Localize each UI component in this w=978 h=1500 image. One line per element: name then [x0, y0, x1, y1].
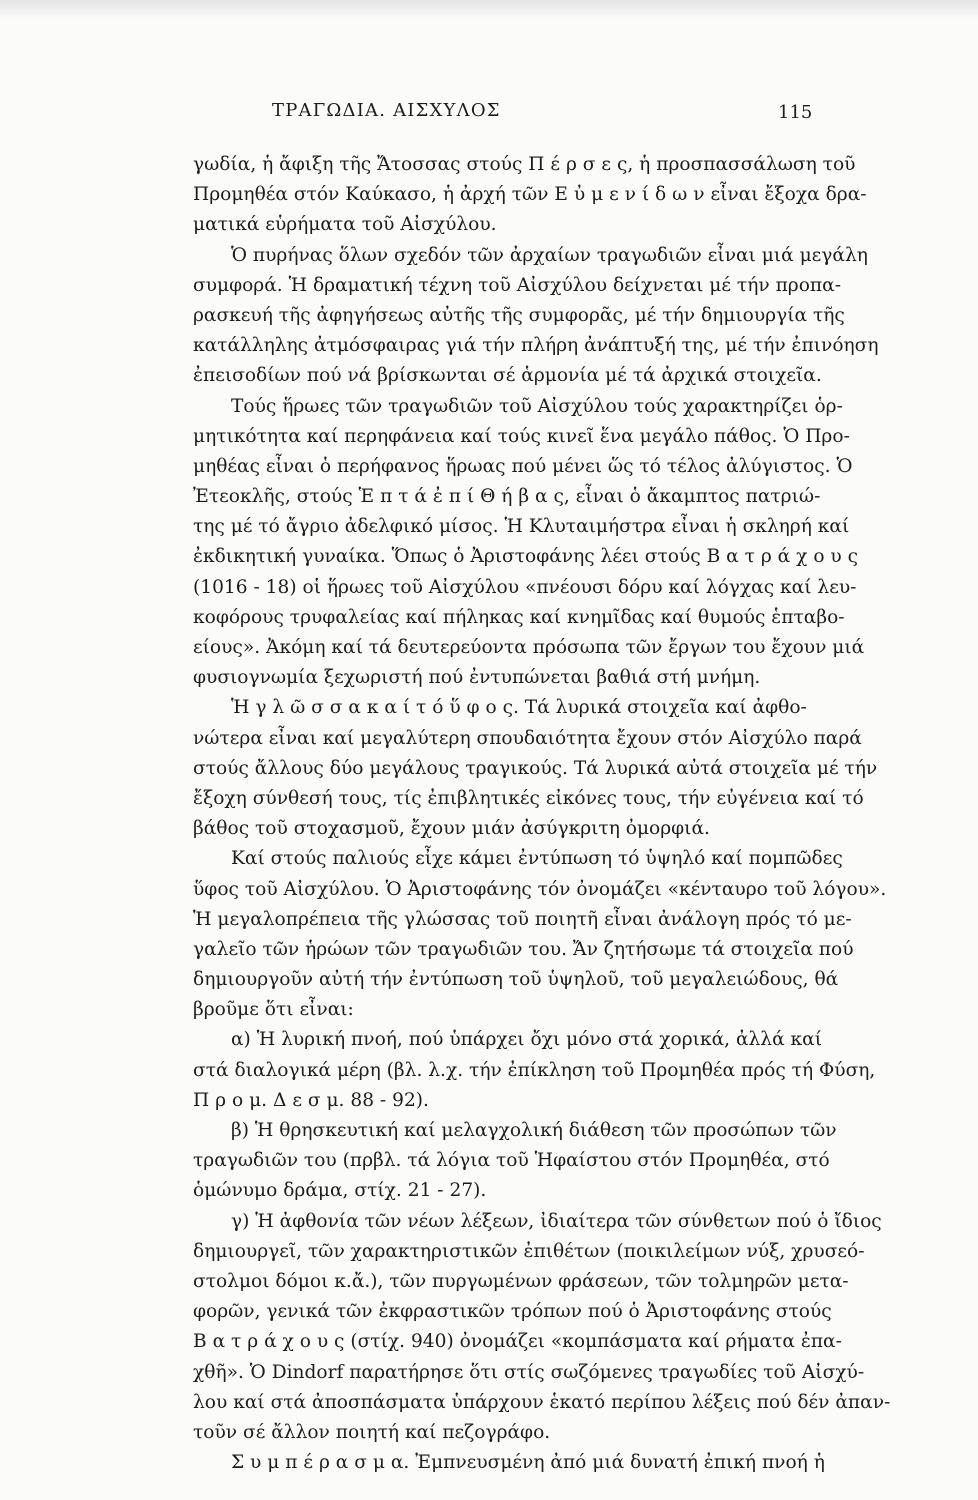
text-line: γ) Ἡ ἀφθονία τῶν νέων λέξεων, ἰδιαίτερα τῶν σύνθετων πού ὁ ἴδιος: [231, 1210, 882, 1232]
text-line: βάθος τοῦ στοχασμοῦ, ἔχουν μιάν ἀσύγκριτη ὀμορφιά.: [193, 818, 710, 840]
text-line: τραγωδιῶν του (πρβλ. τά λόγια τοῦ Ἡφαίστου στόν Προμηθέα, στό: [193, 1150, 830, 1172]
text-line: χθῆ». Ὁ Dindorf παρατήρησε ὅτι στίς σωζόμενες τραγωδίες τοῦ Αἰσχύ-: [193, 1361, 865, 1383]
text-line: ὕφος τοῦ Αἰσχύλου. Ὁ Ἀριστοφάνης τόν ὀνομάζει «κένταυρο τοῦ λόγου».: [193, 878, 887, 900]
text-line: (1016 - 18) οἱ ἥρωες τοῦ Αἰσχύλου «πνέουσι δόρυ καί λόγχας καί λευ-: [193, 576, 857, 598]
text-line: Σ υ μ π έ ρ α σ μ α. Ἐμπνευσμένη ἀπό μιά δυνατή ἐπική πνοή ἡ: [231, 1452, 825, 1474]
text-line: ἔξοχη σύνθεσή τους, τίς ἐπιβλητικές εἰκόνες τους, τήν εὐγένεια καί τό: [193, 787, 864, 809]
text-line: μητικότητα καί περηφάνεια καί τούς κινεῖ ἕνα μεγάλο πάθος. Ὁ Προ-: [193, 425, 850, 447]
text-line: ἐπεισοδίων πού νά βρίσκωνται σέ ἁρμονία μέ τά ἀρχικά στοιχεῖα.: [193, 365, 822, 387]
page-number: 115: [778, 102, 813, 123]
text-line: στούς ἄλλους δύο μεγάλους τραγικούς. Τά λυρικά αὐτά στοιχεῖα μέ τήν: [193, 757, 878, 779]
text-line: στολμοι δόμοι κ.ἄ.), τῶν πυργωμένων φράσεων, τῶν τολμηρῶν μετα-: [193, 1270, 849, 1292]
text-line: α) Ἡ λυρική πνοή, πού ὑπάρχει ὄχι μόνο στά χορικά, ἀλλά καί: [231, 1029, 823, 1051]
text-line: ματικά εὑρήματα τοῦ Αἰσχύλου.: [193, 214, 497, 236]
page-header: [0, 100, 978, 130]
text-line: Ἡ γ λ ῶ σ σ α κ α ί τ ό ὕ φ ο ς. Τά λυρικά στοιχεῖα καί ἀφθο-: [231, 697, 807, 719]
text-line: Ἡ μεγαλοπρέπεια τῆς γλώσσας τοῦ ποιητῆ εἶναι ἀνάλογη πρός τό με-: [193, 908, 852, 930]
text-line: Καί στούς παλιούς εἶχε κάμει ἐντύπωση τό ὑψηλό καί πομπῶδες: [231, 848, 843, 870]
text-line: νώτερα εἶναι καί μεγαλύτερη σπουδαιότητα ἔχουν στόν Αἰσχύλο παρά: [193, 727, 862, 749]
text-line: ἐκδικητική γυναίκα. Ὅπως ὁ Ἀριστοφάνης λέει στούς Β α τ ρ ά χ ο υ ς: [193, 546, 859, 568]
text-line: είους». Ἀκόμη καί τά δευτερεύοντα πρόσωπα τῶν ἔργων του ἔχουν μιά: [193, 637, 865, 658]
text-line: γωδία, ἡ ἄφιξη τῆς Ἄτοσσας στούς Π έ ρ σ ε ς, ἡ προσπασσάλωση τοῦ: [193, 154, 856, 175]
text-line: συμφορά. Ἡ δραματική τέχνη τοῦ Αἰσχύλου δείχνεται μέ τήν προπα-: [193, 274, 841, 296]
text-line: της μέ τό ἄγριο ἀδελφικό μίσος. Ἡ Κλυταιμήστρα εἶναι ἡ σκληρή καί: [193, 516, 850, 538]
text-line: Β α τ ρ ά χ ο υ ς (στίχ. 940) ὀνομάζει «κομπάσματα καί ρήματα ἐπα-: [193, 1331, 842, 1353]
text-line: φυσιογνωμία ξεχωριστή πού ἐντυπώνεται βαθιά στή μνήμη.: [193, 667, 761, 689]
text-line: δημιουργεῖ, τῶν χαρακτηριστικῶν ἐπιθέτων (ποικιλείμων νύξ, χρυσεό-: [193, 1240, 865, 1262]
text-line: Τούς ἥρωες τῶν τραγωδιῶν τοῦ Αἰσχύλου τούς χαρακτηρίζει ὁρ-: [231, 395, 843, 417]
text-line: στά διαλογικά μέρη (βλ. λ.χ. τήν ἐπίκληση τοῦ Προμηθέα πρός τή Φύση,: [193, 1059, 876, 1081]
text-line: β) Ἡ θρησκευτική καί μελαγχολική διάθεση τῶν προσώπων τῶν: [231, 1120, 837, 1141]
text-line: τοῦν σέ ἄλλον ποιητή καί πεζογράφο.: [193, 1421, 551, 1443]
text-line: λου καί στά ἀποσπάσματα ὑπάρχουν ἑκατό περίπου λέξεις πού δέν ἀπαν-: [193, 1391, 891, 1413]
text-line: μηθέας εἶναι ὁ περήφανος ἥρωας πού μένει ὥς τό τέλος ἀλύγιστος. Ὁ: [193, 455, 853, 477]
text-line: κατάλληλης ἀτμόσφαιρας γιά τήν πλήρη ἀνάπτυξή της, μέ τήν ἐπινόηση: [193, 335, 879, 357]
running-head: ΤΡΑΓΩΔΙΑ. ΑΙΣΧΥΛΟΣ: [272, 100, 501, 121]
text-line: Ἐτεοκλῆς, στούς Ἑ π τ ά ἐ π ί Θ ή β α ς, εἶναι ὁ ἄκαμπτος πατριώ-: [193, 486, 821, 508]
text-line: ὁμώνυμο δράμα, στίχ. 21 - 27).: [193, 1180, 487, 1202]
body-text: [193, 150, 891, 1478]
text-line: Ὁ πυρήνας ὅλων σχεδόν τῶν ἀρχαίων τραγωδιῶν εἶναι μιά μεγάλη: [231, 244, 868, 266]
text-line: γαλεῖο τῶν ἡρώων τῶν τραγωδιῶν του. Ἄν ζητήσωμε τά στοιχεῖα πού: [193, 938, 854, 960]
text-line: δημιουργοῦν αὐτή τήν ἐντύπωση τοῦ ὑψηλοῦ, τοῦ μεγαλειώδους, θά: [193, 969, 839, 991]
text-line: ρασκευή τῆς ἀφηγήσεως αὐτῆς τῆς συμφορᾶς, μέ τήν δημιουργία τῆς: [193, 304, 845, 326]
text-line: βροῦμε ὅτι εἶναι:: [193, 999, 354, 1021]
text-line: φορῶν, γενικά τῶν ἐκφραστικῶν τρόπων πού ὁ Ἀριστοφάνης στούς: [193, 1301, 832, 1323]
text-line: Π ρ ο μ. Δ ε σ μ. 88 - 92).: [193, 1089, 429, 1111]
scan-edge-shadow: [0, 0, 978, 18]
text-line: Προμηθέα στόν Καύκασο, ἡ ἀρχή τῶν Ε ὐ μ ε ν ί δ ω ν εἶναι ἔξοχα δρα-: [193, 184, 867, 206]
text-line: κοφόρους τρυφαλείας καί πήληκας καί κνημῖδας καί θυμούς ἑπταβο-: [193, 606, 845, 628]
